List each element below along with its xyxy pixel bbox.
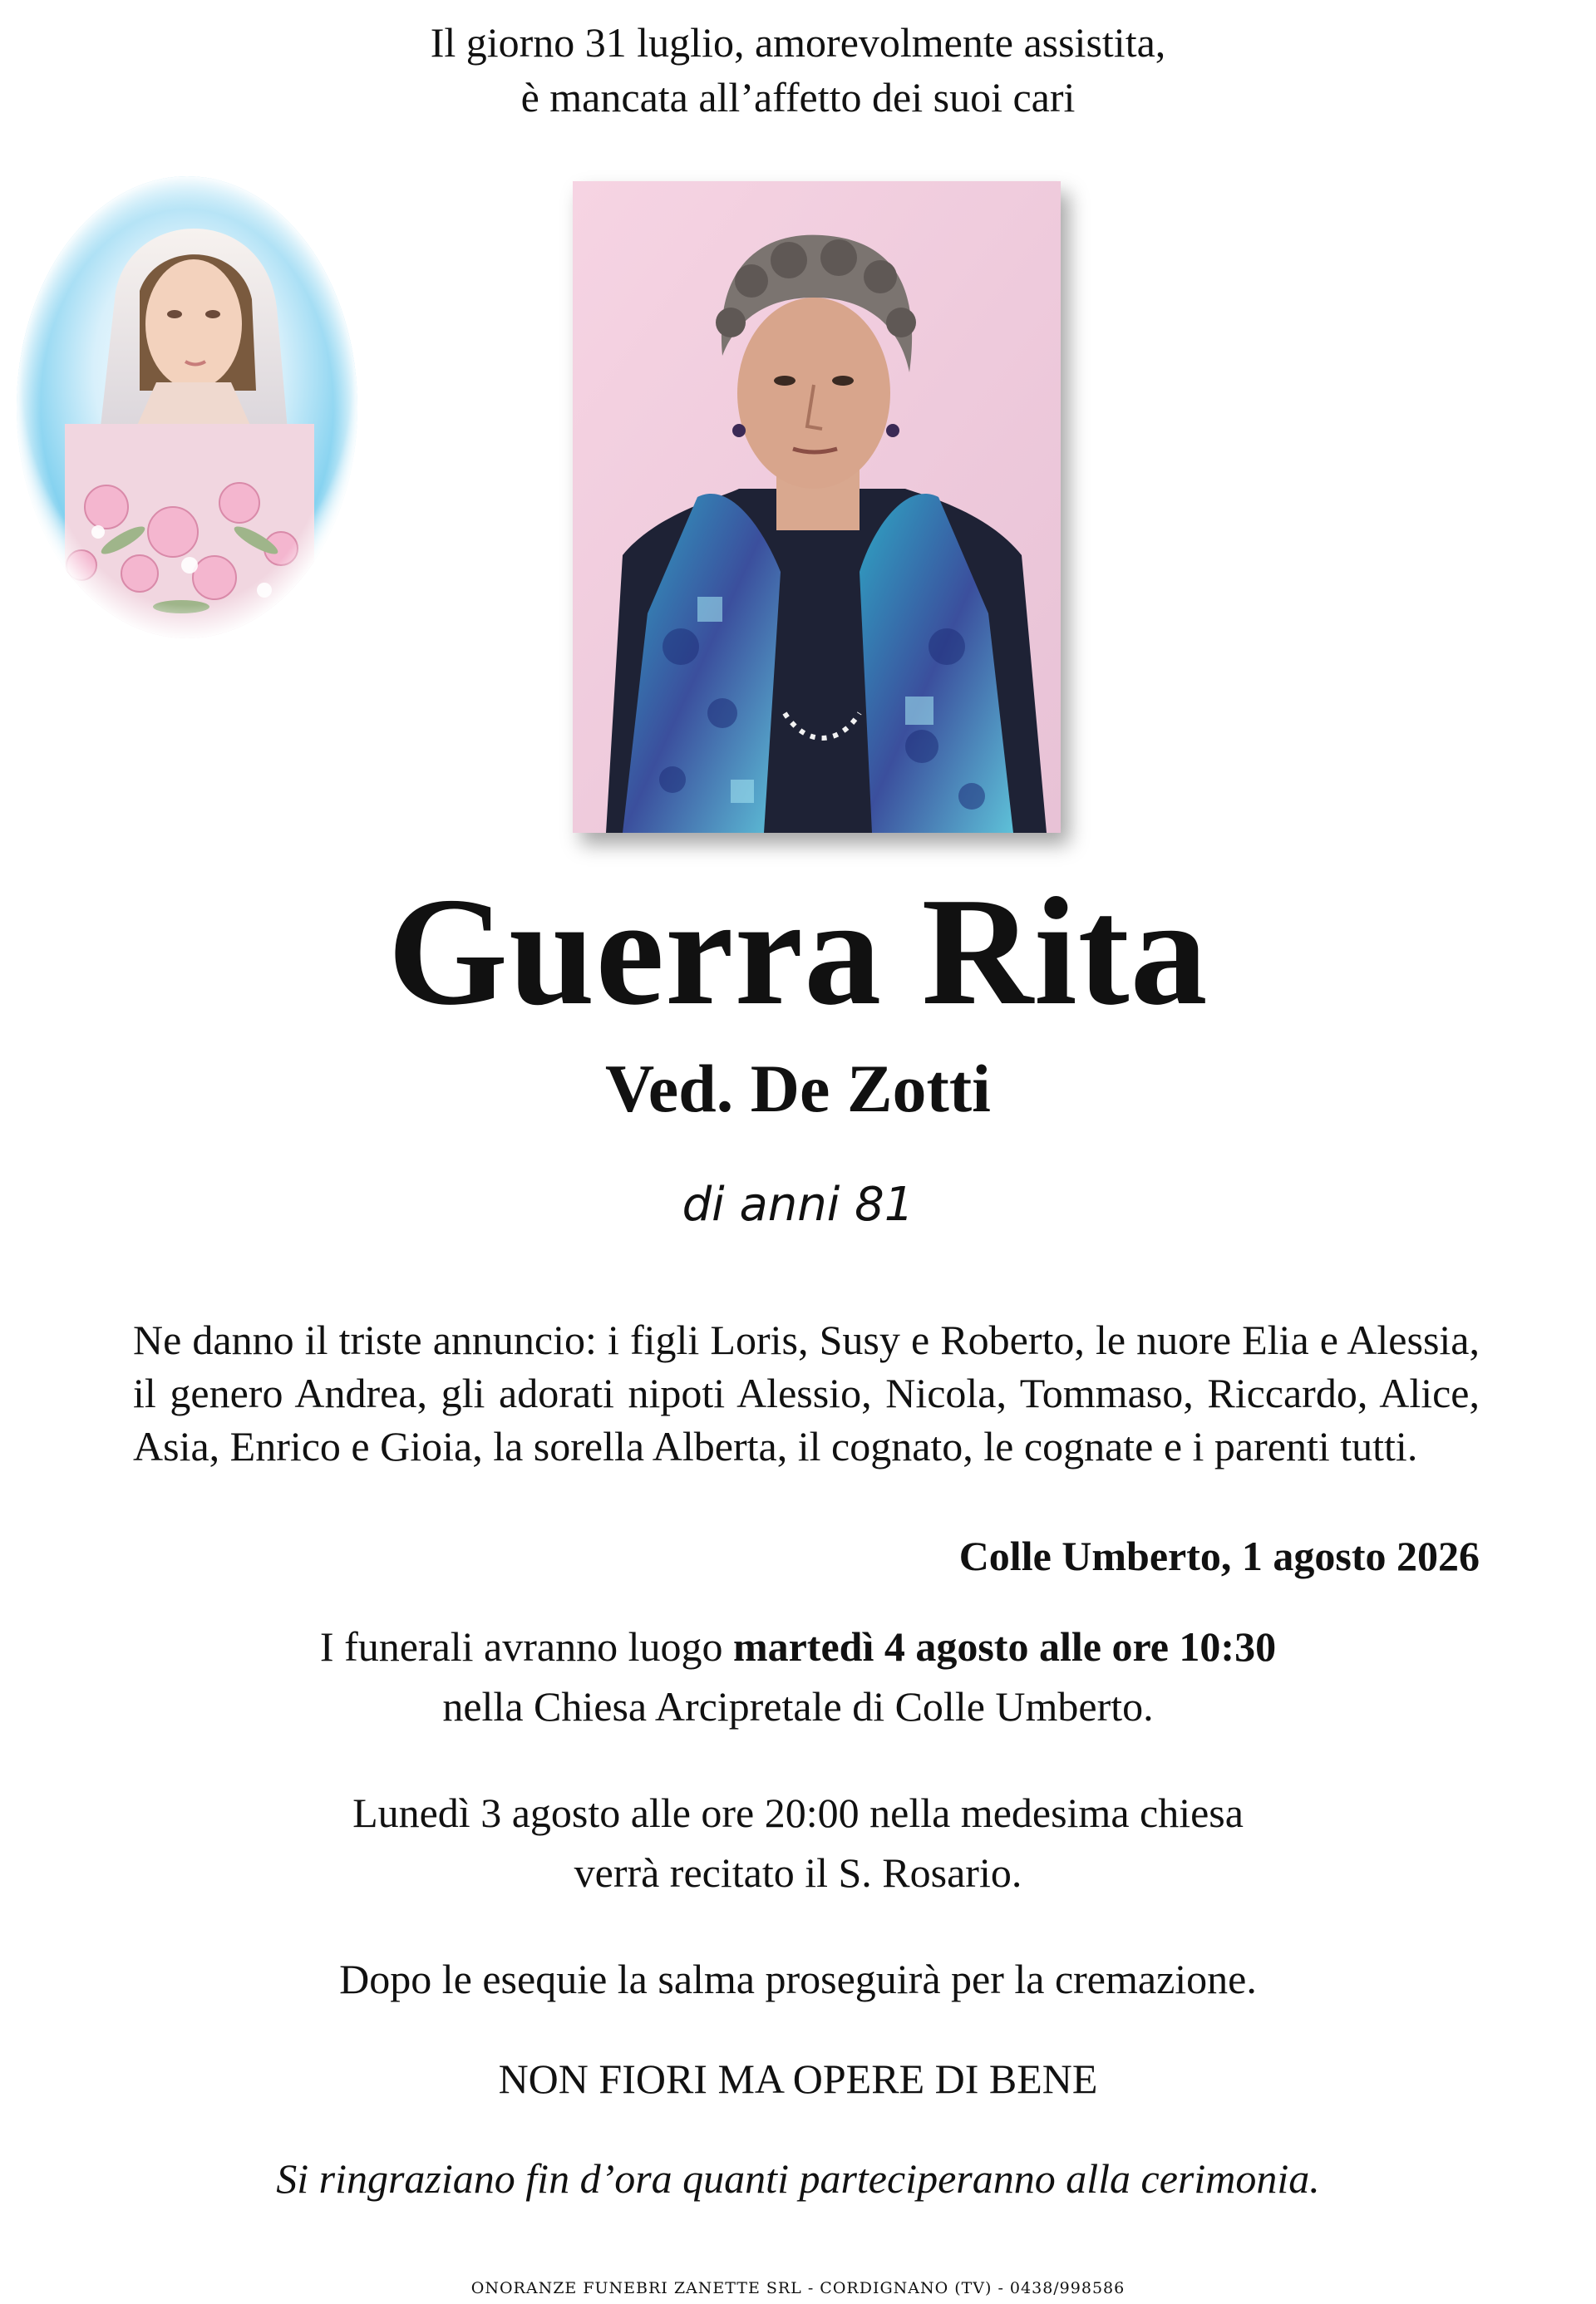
funeral-prefix: I funerali avranno luogo [319,1623,733,1670]
place-date: Colle Umberto, 1 agosto 2026 [958,1533,1480,1579]
madonna-image [15,175,359,640]
thanks-text: Si ringraziano fin d’ora quanti parteciperanno alla cerimonia. [276,2155,1320,2202]
intro-text [0,15,1596,125]
rosary-info [0,1783,1596,1903]
age: di anni 81 [682,1178,914,1232]
portrait-photo [573,181,1061,833]
footer-funeral-home: ONORANZE FUNEBRI ZANETTE SRL - CORDIGNANO (TV) - 0438/998586 [470,2279,1126,2297]
announcement-text: Ne danno il triste annuncio: i figli Loris, Susy e Roberto, le nuore Elia e Alessia, il genero Andrea, gli adorati nipoti Alessio, Nicola, Tommaso, Riccardo, Alice, Asia, Enrico e Gioia, la sorella Alberta, il cognato, le cognate e i parenti tutti. [133,1317,1480,1470]
intro-line-2: è mancata all’affetto dei suoi cari [520,74,1076,121]
deceased-name: Guerra Rita [387,866,1209,1037]
funeral-line-1 [0,1617,1596,1676]
rosary-line-2: verrà recitato il S. Rosario. [574,1849,1022,1896]
intro-line-1: Il giorno 31 luglio, amorevolmente assistita, [430,19,1166,66]
widow-of: Ved. De Zotti [605,1051,991,1126]
no-flowers-notice: NON FIORI MA OPERE DI BENE [498,2055,1098,2102]
funeral-info [0,1617,1596,1736]
funeral-when: martedì 4 agosto alle ore 10:30 [732,1623,1277,1670]
rosary-line-1: Lunedì 3 agosto alle ore 20:00 nella medesima chiesa [352,1790,1244,1836]
funeral-where: nella Chiesa Arcipretale di Colle Umberto. [442,1683,1154,1730]
cremation-info: Dopo le esequie la salma proseguirà per la cremazione. [339,1956,1257,2002]
